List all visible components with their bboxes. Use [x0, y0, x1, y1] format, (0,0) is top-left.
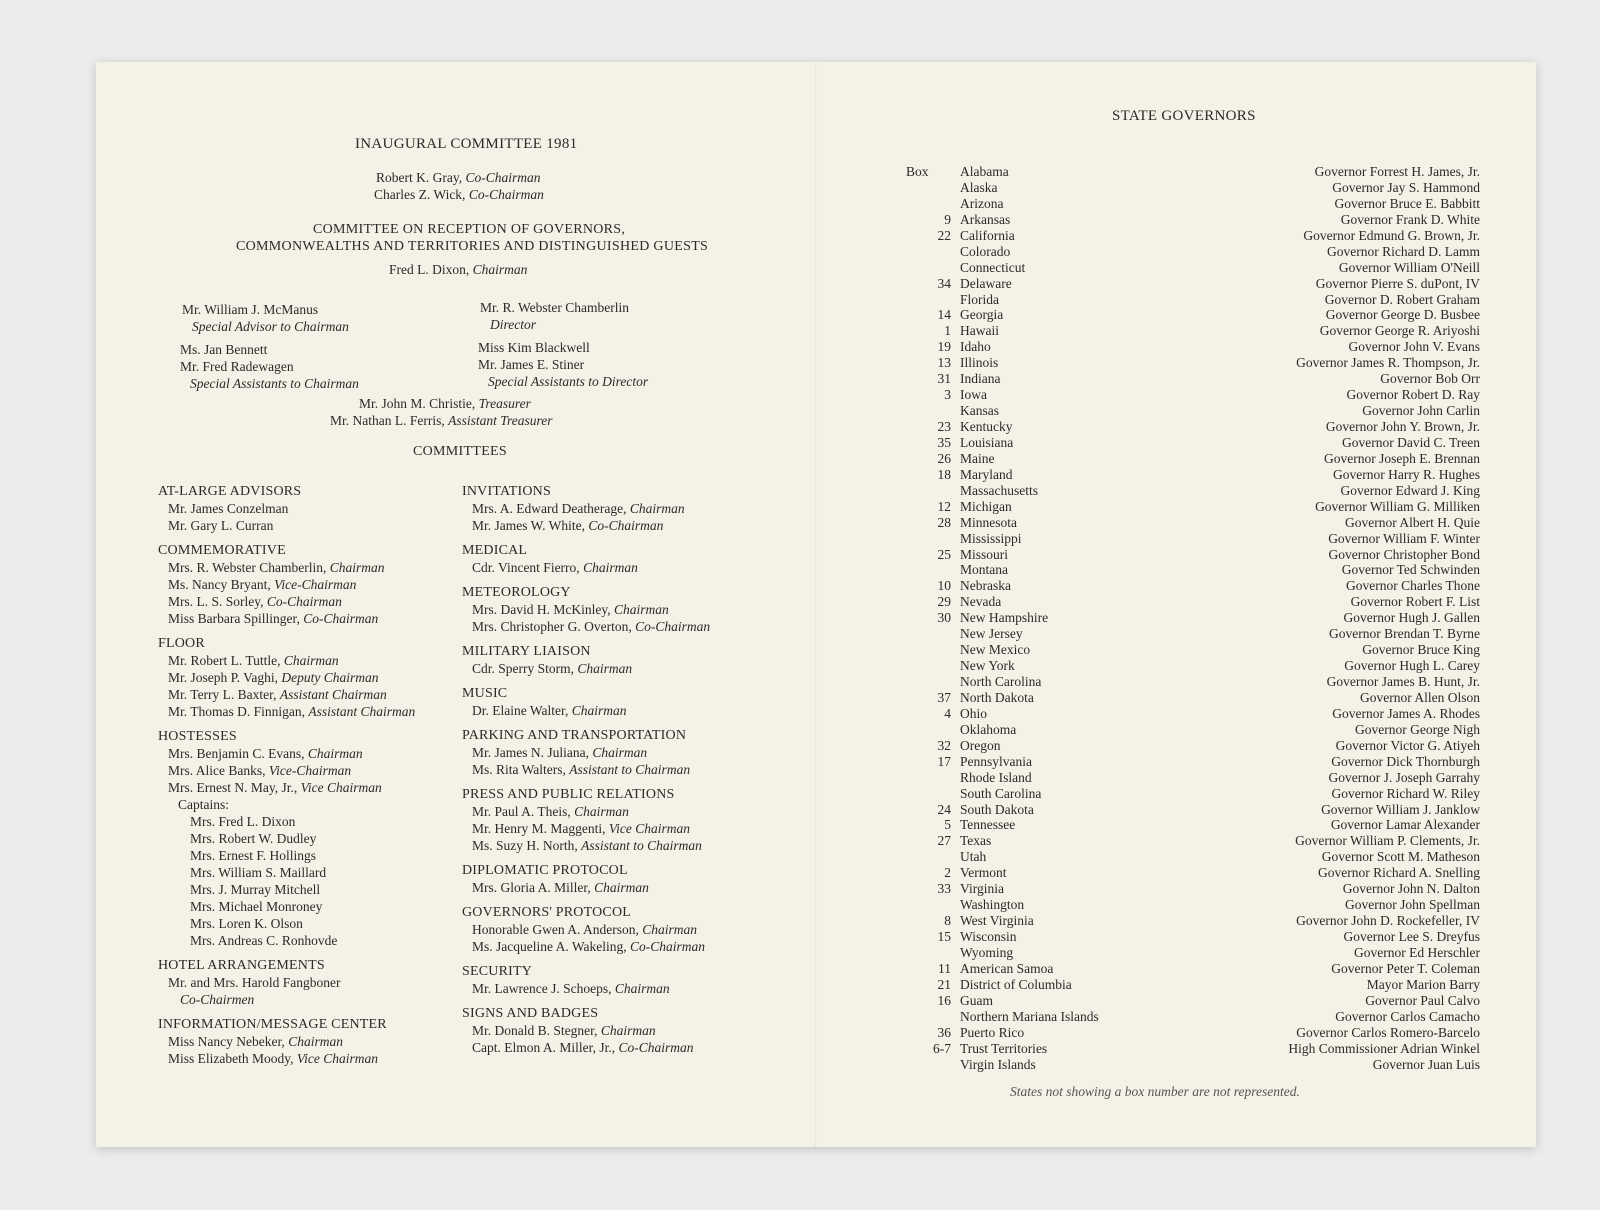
state-name: South Dakota [960, 801, 1034, 817]
table-row [905, 817, 1480, 833]
governor-name: Governor Ed Herschler [1354, 944, 1480, 960]
reception-title-line2: COMMONWEALTHS AND TERRITORIES AND DISTINGUISHED GUESTS [236, 239, 709, 254]
state-name: Oklahoma [960, 721, 1017, 737]
governor-name: Governor Ted Schwinden [1341, 562, 1480, 578]
box-number: 6-7 [933, 1040, 951, 1056]
table-row [905, 1041, 1480, 1057]
state-name: Hawaii [960, 323, 999, 339]
governor-name: Governor Lamar Alexander [1330, 817, 1480, 833]
committees-column-2 [462, 483, 710, 1056]
table-row [905, 833, 1480, 849]
table-row [905, 562, 1480, 578]
governor-name: Governor Juan Luis [1372, 1056, 1480, 1072]
committee-diplomatic-protocol: DIPLOMATIC PROTOCOL Mrs. Gloria A. Miller, Chairman [462, 863, 649, 895]
table-row [905, 642, 1480, 658]
table-row [905, 770, 1480, 786]
state-name: Mississippi [960, 530, 1022, 546]
table-row [905, 164, 1480, 180]
committee-title: INAUGURAL COMMITTEE 1981 [355, 136, 578, 152]
table-row [905, 196, 1480, 212]
committee-military-liaison: MILITARY LIAISON Cdr. Sperry Storm, Chairman [462, 644, 633, 676]
state-name: Maryland [960, 466, 1013, 482]
box-number: 32 [937, 737, 951, 753]
governor-name: Governor William O'Neill [1338, 259, 1480, 275]
box-number: 24 [937, 801, 951, 817]
treasurer: Mr. John M. Christie, Treasurer [359, 396, 531, 411]
committee-music: MUSIC Dr. Elaine Walter, Chairman [462, 686, 627, 718]
governor-name: Governor Bruce King [1362, 642, 1480, 658]
box-number: 2 [944, 865, 951, 881]
governor-name: Governor Pierre S. duPont, IV [1315, 275, 1480, 291]
table-row [905, 244, 1480, 260]
committee-medical: MEDICAL Cdr. Vincent Fierro, Chairman [462, 543, 638, 575]
committee-hotel-arrangements: HOTEL ARRANGEMENTS Mr. and Mrs. Harold Fangboner Co-Chairmen [158, 958, 341, 1007]
governor-name: Governor George Nigh [1355, 721, 1480, 737]
state-name: Massachusetts [960, 482, 1038, 498]
governor-name: Governor Christopher Bond [1328, 546, 1480, 562]
state-name: Kentucky [960, 419, 1013, 434]
table-row [905, 913, 1480, 929]
governor-name: Governor Robert F. List [1350, 594, 1480, 610]
table-row [905, 929, 1480, 945]
box-number: 18 [937, 466, 951, 482]
state-name: District of Columbia [960, 976, 1072, 992]
state-name: Indiana [960, 371, 1001, 387]
state-name: Missouri [960, 546, 1009, 562]
state-name: Nebraska [960, 578, 1011, 594]
staff-assistants-director: Miss Kim Blackwell Mr. James E. Stiner Special Assistants to Director [478, 340, 649, 389]
reception-title-line1: COMMITTEE ON RECEPTION OF GOVERNORS, [313, 222, 626, 237]
governor-name: Governor Paul Calvo [1365, 992, 1480, 1008]
table-row [905, 435, 1480, 451]
governor-name: Governor Forrest H. James, Jr. [1314, 164, 1480, 179]
box-number: 4 [944, 705, 951, 721]
state-name: Utah [960, 849, 987, 865]
table-row [905, 547, 1480, 563]
box-number: 17 [937, 753, 951, 769]
staff-director: Mr. R. Webster Chamberlin Director [480, 300, 630, 332]
box-number: 37 [937, 689, 951, 705]
committee-floor: FLOOR Mr. Robert L. Tuttle, Chairman Mr. Joseph P. Vaghi, Deputy Chairman Mr. Terry L. Baxter, Assistant Chairman Mr. Thomas D. Finnigan, Assistant Chairman [158, 636, 416, 719]
table-row [905, 451, 1480, 467]
state-name: Wisconsin [960, 929, 1017, 944]
table-row [905, 180, 1480, 196]
box-number: 1 [944, 323, 951, 339]
governor-name: Governor William J. Janklow [1321, 801, 1480, 817]
governor-name: Governor James R. Thompson, Jr. [1296, 355, 1480, 371]
table-row [905, 993, 1480, 1009]
box-number: 16 [937, 992, 951, 1008]
governor-name: Governor Frank D. White [1340, 211, 1480, 227]
committee-hostesses: HOSTESSES Mrs. Benjamin C. Evans, Chairman Mrs. Alice Banks, Vice-Chairman Mrs. Ernest N. May, Jr., Vice Chairman Captains: Mrs. Fred L. Dixon Mrs. Robert W. Dudley Mrs. Ernest F. Hollings Mrs. William S. Maillard Mrs. J. Murray Mitchell Mrs. Michael Monroney Mrs. Loren K. Olson Mrs. Andreas C. Ronhovde [158, 728, 415, 949]
state-name: Montana [960, 562, 1008, 578]
table-row [905, 323, 1480, 339]
governor-name: Governor John Spellman [1345, 897, 1480, 913]
state-name: New Jersey [960, 626, 1023, 642]
state-name: Northern Mariana Islands [960, 1008, 1099, 1024]
box-column-label: Box [906, 164, 929, 179]
table-row [905, 228, 1480, 244]
box-number: 33 [937, 881, 951, 897]
table-row [905, 578, 1480, 594]
governor-name: Governor John V. Evans [1348, 339, 1480, 355]
state-name: Guam [960, 992, 993, 1008]
state-governors-title: STATE GOVERNORS [1112, 108, 1256, 124]
governor-name: Governor Dick Thornburgh [1331, 753, 1480, 769]
state-name: West Virginia [960, 913, 1034, 929]
table-row [905, 977, 1480, 993]
committee-signs-badges: SIGNS AND BADGES Mr. Donald B. Stegner, Chairman Capt. Elmon A. Miller, Jr., Co-Chairman [462, 1006, 694, 1055]
table-row [905, 802, 1480, 818]
co-chair-2: Charles Z. Wick, Co-Chairman [374, 187, 544, 202]
governor-name: High Commissioner Adrian Winkel [1288, 1040, 1480, 1056]
committee-information-message-center: INFORMATION/MESSAGE CENTER Miss Nancy Nebeker, Chairman Miss Elizabeth Moody, Vice Chairman [158, 1017, 387, 1066]
governor-name: Governor Bruce E. Babbitt [1334, 195, 1480, 211]
governor-name: Governor John D. Rockefeller, IV [1296, 913, 1480, 929]
table-row [905, 260, 1480, 276]
state-name: Iowa [960, 387, 987, 403]
governor-name: Governor Albert H. Quie [1345, 514, 1480, 530]
governor-name: Governor Carlos Romero-Barcelo [1296, 1024, 1480, 1040]
state-name: Rhode Island [960, 769, 1032, 785]
state-name: California [960, 227, 1015, 243]
state-name: Virginia [960, 881, 1004, 897]
governor-name: Governor James A. Rhodes [1332, 705, 1480, 721]
state-name: Delaware [960, 275, 1012, 291]
state-name: North Carolina [960, 674, 1042, 689]
governor-name: Governor Jay S. Hammond [1332, 179, 1480, 195]
table-row [905, 419, 1480, 435]
state-name: Illinois [960, 355, 999, 371]
footnote: States not showing a box number are not represented. [1010, 1084, 1300, 1099]
committees-heading: COMMITTEES [413, 444, 507, 459]
committee-at-large-advisors: AT-LARGE ADVISORS Mr. James Conzelman Mr. Gary L. Curran [158, 484, 302, 533]
table-row [905, 515, 1480, 531]
box-number: 23 [937, 419, 951, 434]
state-name: Alabama [960, 164, 1009, 179]
state-name: American Samoa [960, 960, 1054, 976]
state-name: Connecticut [960, 259, 1026, 275]
state-name: Nevada [960, 594, 1002, 610]
table-row [905, 706, 1480, 722]
table-row [905, 722, 1480, 738]
staff-advisor: Mr. William J. McManus Special Advisor to Chairman [182, 302, 349, 334]
committee-invitations: INVITATIONS Mrs. A. Edward Deatherage, Chairman Mr. James W. White, Co-Chairman [462, 484, 685, 533]
table-row [905, 531, 1480, 547]
committee-press-public-relations: PRESS AND PUBLIC RELATIONS Mr. Paul A. Theis, Chairman Mr. Henry M. Maggenti, Vice Chairman Ms. Suzy H. North, Assistant to Chairman [462, 787, 702, 853]
box-number: 35 [937, 434, 951, 450]
table-row [905, 403, 1480, 419]
governor-name: Governor Edward J. King [1340, 482, 1480, 498]
governor-name: Governor Peter T. Coleman [1331, 960, 1480, 976]
state-name: Idaho [960, 339, 991, 355]
state-name: Colorado [960, 243, 1011, 259]
governor-name: Governor J. Joseph Garrahy [1328, 769, 1480, 785]
box-number: 30 [937, 610, 951, 626]
governor-name: Governor Hugh L. Carey [1344, 658, 1480, 674]
governor-name: Governor Bob Orr [1380, 371, 1480, 387]
governor-name: Governor Richard A. Snelling [1318, 865, 1480, 881]
reception-chair: Fred L. Dixon, Chairman [389, 262, 528, 277]
table-row [905, 467, 1480, 483]
box-number: 5 [944, 817, 951, 833]
governor-name: Governor Carlos Camacho [1335, 1008, 1480, 1024]
governor-name: Governor Harry R. Hughes [1333, 466, 1480, 482]
governor-name: Governor George D. Busbee [1325, 307, 1480, 323]
table-row [905, 1009, 1480, 1025]
box-number: 12 [937, 498, 951, 514]
state-name: Kansas [960, 403, 999, 419]
page-fold [815, 62, 817, 1147]
state-name: Minnesota [960, 514, 1017, 530]
state-name: New York [960, 658, 1015, 674]
table-row [905, 594, 1480, 610]
table-row [905, 897, 1480, 913]
governor-name: Governor Scott M. Matheson [1321, 849, 1480, 865]
table-row [905, 626, 1480, 642]
table-row [905, 849, 1480, 865]
governor-name: Governor Allen Olson [1360, 689, 1480, 705]
state-name: Oregon [960, 737, 1001, 753]
box-number: 13 [937, 355, 951, 371]
governor-name: Governor George R. Ariyoshi [1319, 323, 1480, 339]
governor-name: Governor James B. Hunt, Jr. [1326, 674, 1480, 689]
state-name: Arizona [960, 195, 1004, 211]
table-row [905, 690, 1480, 706]
committee-security: SECURITY Mr. Lawrence J. Schoeps, Chairman [462, 964, 670, 996]
governors-table [905, 164, 1480, 1072]
box-number: 19 [937, 339, 951, 355]
table-row [905, 499, 1480, 515]
box-number: 36 [937, 1024, 951, 1040]
state-name: Trust Territories [960, 1040, 1048, 1056]
state-name: Florida [960, 291, 999, 307]
governor-name: Governor Charles Thone [1346, 578, 1480, 594]
co-chair-1: Robert K. Gray, Co-Chairman [376, 170, 541, 185]
table-row [905, 292, 1480, 308]
table-row [905, 738, 1480, 754]
box-number: 10 [937, 578, 951, 594]
state-name: South Carolina [960, 785, 1042, 801]
table-row [905, 276, 1480, 292]
table-row [905, 1057, 1480, 1073]
committee-governors-protocol: GOVERNORS' PROTOCOL Honorable Gwen A. Anderson, Chairman Ms. Jacqueline A. Wakeling, Co-Chairman [462, 905, 706, 954]
table-row [905, 339, 1480, 355]
governor-name: Governor Joseph E. Brennan [1324, 450, 1480, 466]
state-name: Wyoming [960, 944, 1014, 960]
box-number: 28 [937, 514, 951, 530]
governor-name: Governor William G. Milliken [1315, 498, 1480, 514]
table-row [905, 961, 1480, 977]
table-row [905, 355, 1480, 371]
state-name: Ohio [960, 705, 987, 721]
table-row [905, 387, 1480, 403]
governor-name: Governor Edmund G. Brown, Jr. [1303, 227, 1480, 243]
governor-name: Governor John Carlin [1362, 403, 1480, 419]
governor-name: Governor Richard W. Riley [1331, 785, 1480, 801]
state-name: Tennessee [960, 817, 1016, 833]
table-row [905, 881, 1480, 897]
table-row [905, 610, 1480, 626]
box-number: 8 [944, 913, 951, 929]
box-number: 21 [937, 976, 951, 992]
state-name: Louisiana [960, 434, 1014, 450]
state-name: Vermont [960, 865, 1007, 881]
governor-name: Governor John Y. Brown, Jr. [1325, 419, 1480, 434]
table-row [905, 945, 1480, 961]
box-number: 22 [937, 227, 951, 243]
table-row [905, 1025, 1480, 1041]
assistant-treasurer: Mr. Nathan L. Ferris, Assistant Treasurer [330, 413, 553, 428]
state-name: North Dakota [960, 689, 1034, 705]
governor-name: Governor William P. Clements, Jr. [1295, 833, 1480, 849]
state-name: Arkansas [960, 211, 1011, 227]
box-number: 31 [937, 371, 951, 387]
state-name: Texas [960, 833, 992, 849]
box-number: 14 [937, 307, 951, 323]
governor-name: Governor David C. Treen [1342, 434, 1480, 450]
governor-name: Governor Robert D. Ray [1346, 387, 1480, 403]
table-row [905, 754, 1480, 770]
governor-name: Governor D. Robert Graham [1324, 291, 1480, 307]
table-row [905, 674, 1480, 690]
state-name: New Mexico [960, 642, 1031, 658]
state-name: Michigan [960, 498, 1012, 514]
state-name: New Hampshire [960, 610, 1049, 626]
box-number: 25 [937, 546, 951, 562]
governor-name: Governor Victor G. Atiyeh [1335, 737, 1480, 753]
table-row [905, 865, 1480, 881]
state-name: Washington [960, 897, 1025, 913]
table-row [905, 307, 1480, 323]
staff-assistants-chairman: Ms. Jan Bennett Mr. Fred Radewagen Special Assistants to Chairman [180, 342, 359, 391]
committee-commemorative: COMMEMORATIVE Mrs. R. Webster Chamberlin, Chairman Ms. Nancy Bryant, Vice-Chairman Mrs. L. S. Sorley, Co-Chairman Miss Barbara Spillinger, Co-Chairman [158, 543, 385, 626]
box-number: 27 [937, 833, 951, 849]
governor-name: Governor William F. Winter [1328, 530, 1480, 546]
box-number: 9 [944, 211, 951, 227]
state-name: Georgia [960, 307, 1004, 323]
committee-parking-transportation: PARKING AND TRANSPORTATION Mr. James N. Juliana, Chairman Ms. Rita Walters, Assistant to Chairman [462, 728, 691, 777]
governor-name: Governor John N. Dalton [1342, 881, 1480, 897]
governor-name: Governor Lee S. Dreyfus [1343, 929, 1480, 944]
committee-meteorology: METEOROLOGY Mrs. David H. McKinley, Chairman Mrs. Christopher G. Overton, Co-Chairman [462, 585, 711, 634]
box-number: 11 [938, 960, 951, 976]
governor-name: Mayor Marion Barry [1366, 976, 1480, 992]
box-number: 26 [937, 450, 951, 466]
state-name: Pennsylvania [960, 753, 1032, 769]
state-name: Alaska [960, 179, 998, 195]
captains-list: Captains: Mrs. Fred L. Dixon Mrs. Robert W. Dudley Mrs. Ernest F. Hollings Mrs. William S. Maillard Mrs. J. Murray Mitchell Mrs. Michael Monroney Mrs. Loren K. Olson Mrs. Andreas C. Ronhovde [178, 797, 338, 948]
table-row [905, 483, 1480, 499]
committees-column-1 [158, 483, 415, 1067]
table-row [905, 371, 1480, 387]
state-name: Maine [960, 450, 995, 466]
state-name: Puerto Rico [960, 1024, 1025, 1040]
box-number: 3 [944, 387, 951, 403]
governor-name: Governor Richard D. Lamm [1327, 243, 1480, 259]
table-row [905, 786, 1480, 802]
box-number: 29 [937, 594, 951, 610]
box-number: 15 [937, 929, 951, 944]
state-name: Virgin Islands [960, 1056, 1036, 1072]
table-row [905, 658, 1480, 674]
governor-name: Governor Brendan T. Byrne [1329, 626, 1480, 642]
governor-name: Governor Hugh J. Gallen [1343, 610, 1480, 626]
box-number: 34 [937, 275, 951, 291]
table-row [905, 212, 1480, 228]
